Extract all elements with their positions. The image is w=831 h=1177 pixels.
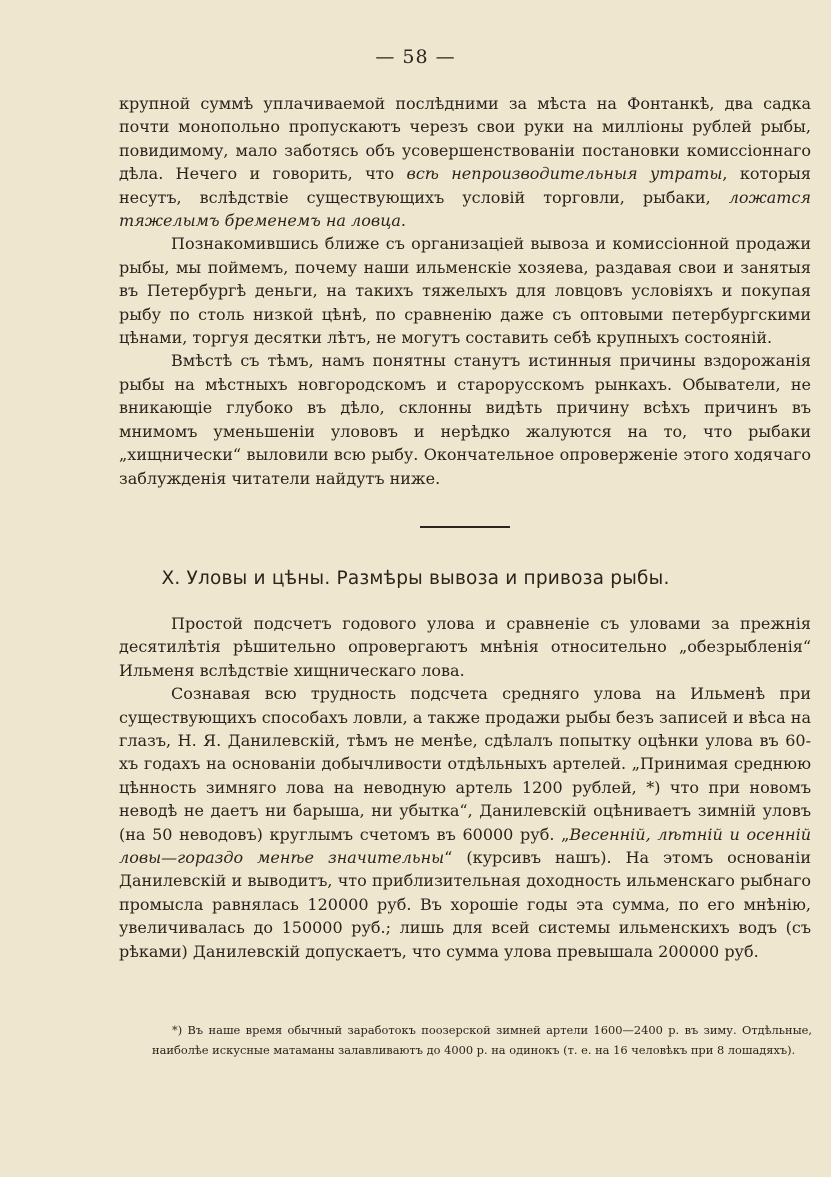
paragraph-text: .	[400, 211, 406, 231]
paragraph	[119, 92, 811, 232]
paragraph-text: Сознавая всю трудность подсчета средняго улова на Ильменѣ при существующихъ способахъ ловли, а также продажи рыбы безъ записей и вѣса на глазъ, Н. Я. Данилевскій, тѣмъ не менѣе, сдѣлалъ попытку оцѣнки улова въ 60-хъ годахъ на основаніи добычливости отдѣльныхъ артелей. „Принимая среднюю цѣнность зимняго лова на неводную артель 1200 рублей, *) что при новомъ неводѣ не даетъ ни барыша, ни убытка“, Данилевскій оцѣниваетъ зимній уловъ (на 50 неводовъ) круглымъ счетомъ въ 60000 руб. „	[119, 684, 812, 844]
section-divider	[420, 526, 510, 528]
paragraph-text: Простой подсчетъ годового улова и сравненіе съ уловами за прежнія десятилѣтія рѣшительно опровергаютъ мнѣнія относительно „обезрыбленія“ Ильменя вслѣдствіе хищническаго лова.	[119, 614, 811, 680]
section-heading: X. Уловы и цѣны. Размѣры вывоза и привоза рыбы.	[161, 568, 670, 589]
italic-text: всѣ непроизводительныя утраты	[406, 164, 723, 184]
paragraph-text: крупной суммѣ уплачиваемой послѣдними за мѣста на Фонтанкѣ, два садка почти монопольно пропускаютъ черезъ свои руки на милліоны рублей рыбы, повидимому, мало заботясь объ усовершенствованіи постановки комиссіоннаго дѣла. Нечего и говорить, что	[119, 94, 811, 184]
italic-text: ложатся тяжелымъ бременемъ на ловца	[119, 187, 811, 231]
paragraph-text: , которыя несутъ, вслѣдствіе существующихъ условій торговли, рыбаки,	[119, 164, 812, 207]
paragraph-text: Познакомившись ближе съ организаціей вывоза и комиссіонной продажи рыбы, мы поймемъ, почему наши ильменскіе хозяева, раздавая свои и занятыя въ Петербургѣ деньги, на такихъ тяжелыхъ для ловцовъ условіяхъ и покупая рыбу по столь низкой цѣнѣ, по сравненію даже съ оптовыми петербургскими цѣнами, торгуя десятки лѣтъ, не могутъ составить себѣ крупныхъ состояній.	[119, 234, 811, 348]
paragraph	[119, 349, 811, 489]
italic-text: Весенній, лѣтній и осенній ловы—гораздо менѣе значительны	[119, 824, 812, 868]
paragraph-text: “ (курсивъ нашъ). На этомъ основаніи Данилевскій и выводитъ, что приблизительная доходность ильменскаго рыбнаго промысла равнялась 120000 руб. Въ хорошіе годы эта сумма, по его мнѣнію, увеличивалась до 150000 руб.; лишь для всей системы ильменскихъ водъ (съ рѣками) Данилевскій допускаетъ, что сумма улова превышала 200000 руб.	[119, 848, 811, 961]
page-number: — 58 —	[375, 46, 456, 68]
text-block-top	[119, 92, 811, 490]
footnote: *) Въ наше время обычный заработокъ поозерской зимней артели 1600—2400 р. въ зиму. Отдѣльные, наиболѣе искусные матаманы залавливаютъ до 4000 р. на одинокъ (т. е. на 16 человѣкъ при 8 лошадяхъ).	[152, 1023, 812, 1057]
paragraph	[119, 682, 811, 963]
paragraph	[119, 232, 811, 349]
text-block-section	[119, 612, 811, 963]
paragraph-text: Вмѣстѣ съ тѣмъ, намъ понятны станутъ истинныя причины вздорожанія рыбы на мѣстныхъ новгородскомъ и старорусскомъ рынкахъ. Обыватели, не вникающіе глубоко въ дѣло, склонны видѣть причину всѣхъ причинъ въ мнимомъ уменьшеніи улововъ и нерѣдко жалуются на то, что рыбаки „хищнически“ выловили всю рыбу. Окончательное опроверженіе этого ходячаго заблужденія читатели найдутъ ниже.	[119, 351, 811, 488]
paragraph	[119, 612, 811, 682]
